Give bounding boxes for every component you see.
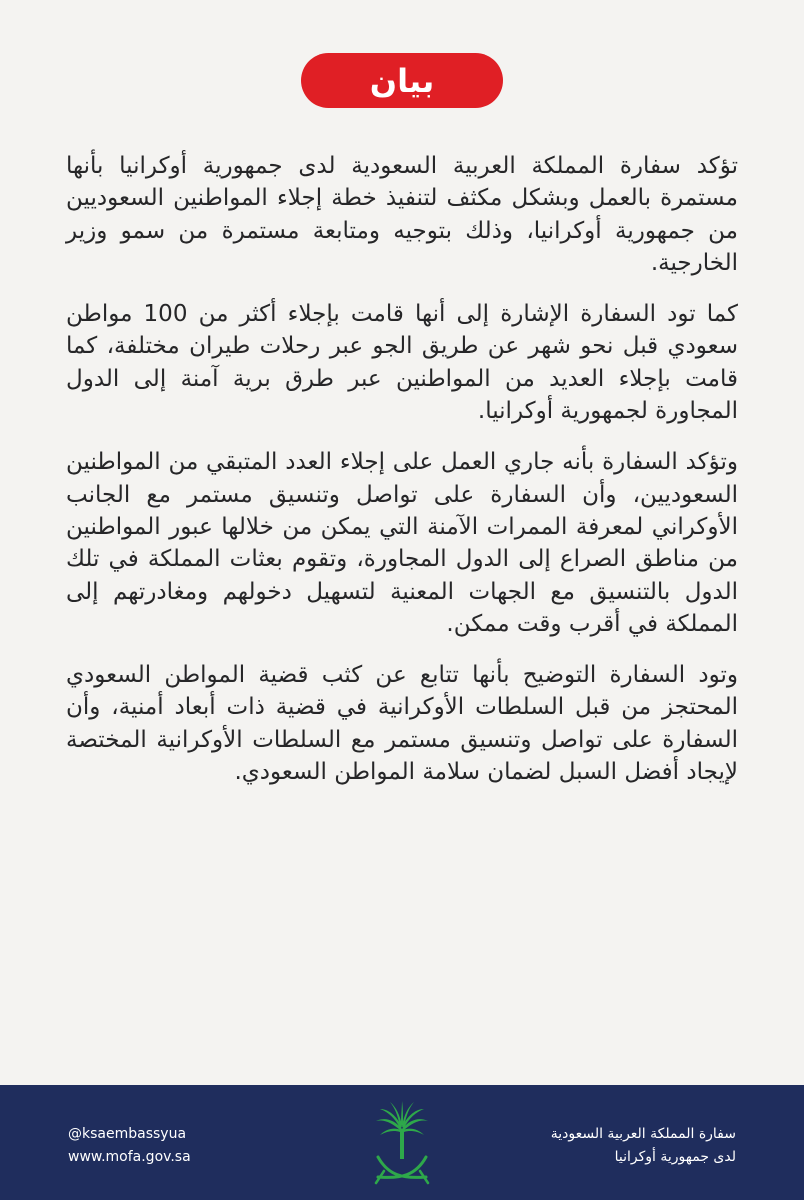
website-link[interactable]: www.mofa.gov.sa: [68, 1149, 191, 1165]
embassy-name-line-1: سفارة المملكة العربية السعودية: [550, 1126, 736, 1142]
statement-title-badge: [301, 53, 503, 108]
statement-paragraph-3: وتؤكد السفارة بأنه جاري العمل على إجلاء العدد المتبقي من المواطنين السعوديين، وأن السفارة على تواصل وتنسيق مستمر مع الجانب الأوكراني لمعرفة الممرات الآمنة التي يمكن من خلالها عبور المواطنين من مناطق الصراع إلى الدول المجاورة، وتقوم بعثات المملكة في تلك الدول بالتنسيق مع الجهات المعنية لتسهيل دخولهم ومغادرتهم إلى المملكة في أقرب وقت ممكن.: [66, 449, 738, 637]
statement-paragraph-2: كما تود السفارة الإشارة إلى أنها قامت بإجلاء أكثر من 100 مواطن سعودي قبل نحو شهر عن طريق الجو عبر رحلات طيران مختلفة، كما قامت بإجلاء العديد من المواطنين عبر طرق برية آمنة إلى الدول المجاورة لجمهورية أوكرانيا.: [66, 301, 739, 425]
footer-contact: [68, 1123, 191, 1169]
statement-paragraph-4: وتود السفارة التوضيح بأنها تتابع عن كثب قضية المواطن السعودي المحتجز من قبل السلطات الأوكرانية في قضية ذات أبعاد أمنية، وأن السفارة على تواصل وتنسيق مستمر مع السلطات الأوكرانية المختصة لإيجاد أفضل السبل لضمان سلامة المواطن السعودي.: [66, 662, 738, 786]
footer-embassy-name: [551, 1123, 736, 1169]
statement-title: بيان: [369, 61, 435, 100]
twitter-handle-link[interactable]: @ksaembassyua: [68, 1126, 187, 1142]
statement-body: [66, 150, 738, 807]
footer-bar: [0, 1085, 804, 1200]
saudi-emblem-palm-swords-icon: [370, 1099, 434, 1187]
statement-paragraph-1: تؤكد سفارة المملكة العربية السعودية لدى جمهورية أوكرانيا بأنها مستمرة بالعمل وبشكل مكثف لتنفيذ خطة إجلاء المواطنين السعوديين من جمهورية أوكرانيا، وذلك بتوجيه ومتابعة مستمرة من سمو وزير الخارجية.: [66, 153, 738, 276]
embassy-name-line-2: لدى جمهورية أوكرانيا: [614, 1149, 736, 1165]
